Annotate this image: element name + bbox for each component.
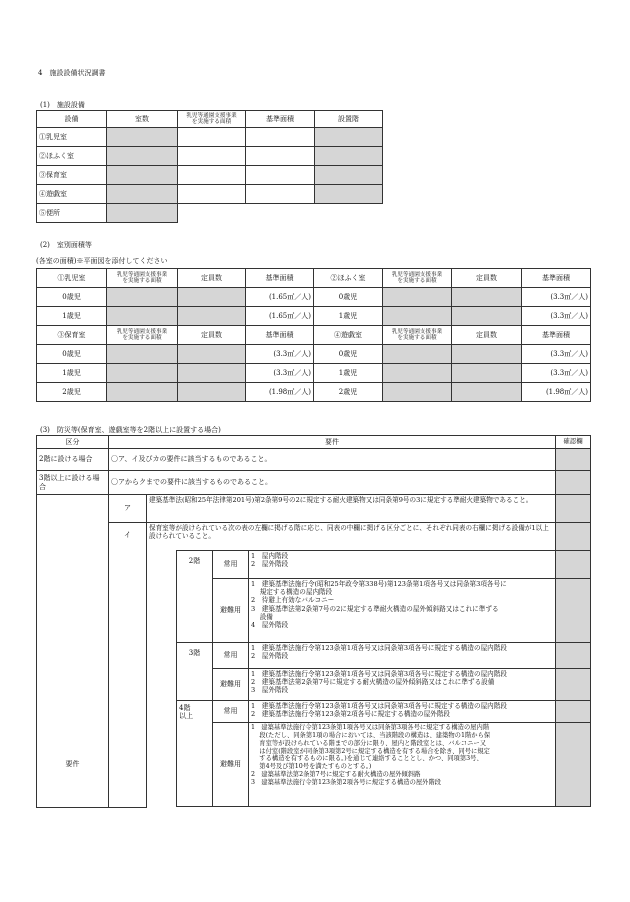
- standard-area-value: (3.3㎡／人): [522, 307, 591, 326]
- capacity-cell[interactable]: [452, 345, 522, 364]
- equipment-list: 1 建築基準法施行令第123条第1項各号又は同条第3項各号に規定する構造の屋内階段 2 建築基準法第2条第7号に規定する耐火構造の屋外傾斜路又はこれに準ずる設備 3 屋外階段: [249, 669, 556, 701]
- usage-label: 常用: [213, 701, 249, 723]
- standard-area-cell[interactable]: [246, 185, 315, 204]
- standard-area-value: (3.3㎡／人): [246, 345, 314, 364]
- table-row: [37, 307, 591, 326]
- item-mark: ア: [109, 495, 147, 523]
- standard-area-cell[interactable]: [246, 147, 315, 166]
- usage-label: 避難用: [213, 723, 249, 807]
- standard-area-cell[interactable]: [246, 166, 315, 185]
- floor-cell[interactable]: [315, 128, 383, 147]
- requirement-text: 〇ア、イ及びカの要件に該当するものであること。: [109, 449, 556, 471]
- age-label: 2歳児: [314, 383, 383, 402]
- table-row: [37, 449, 591, 471]
- table-row: [37, 345, 591, 364]
- support-area-cell[interactable]: [178, 185, 246, 204]
- age-label: 1歳児: [37, 364, 107, 383]
- support-area-cell[interactable]: [178, 128, 246, 147]
- check-cell[interactable]: [556, 523, 591, 551]
- support-area-cell[interactable]: [383, 288, 452, 307]
- table-header-row: [37, 111, 383, 128]
- check-cell[interactable]: [556, 449, 591, 471]
- header-equipment: 設備: [37, 111, 107, 128]
- equipment-list: 1 建築基準法施行令第123条第1項各号又は同条第3項各号に規定する構造の屋内階 段(ただし、同条第1項の場合においては、当該階段の構造は、建築物の1階から保 育室等が設けられている階までの部分に限り、屋内と階段室とは、バルコニー又 は付室(階段室が同条第3項第2号に規定する構造を有する場合を除き、同号に規定 する構造を有するものに限る。)を通じて連絡することとし、かつ、同項第3号、 第4号及び第10号を満たすものとする。) 2 建築基準法第2条第7号に規定する耐火構造の屋外傾斜路 3 建築基準法施行令第123条第2項各号に規定する構造の屋外階段: [249, 723, 556, 807]
- section3-title: (3) 防災等(保育室、遊戯室等を2階以上に設置する場合): [40, 426, 221, 434]
- header-standard-area: 基準面積: [522, 269, 591, 288]
- capacity-cell[interactable]: [178, 288, 246, 307]
- table-row: [37, 288, 591, 307]
- support-area-cell[interactable]: [178, 166, 246, 185]
- table-row: [37, 128, 383, 147]
- header-floor: 設置階: [315, 111, 383, 128]
- section2-title: (2) 室別面積等: [40, 241, 92, 249]
- usage-label: 避難用: [213, 579, 249, 643]
- equipment-list: 1 建築基準法施行令第123条第1項各号又は同条第3項各号に規定する構造の屋内階段 2 屋外階段: [249, 643, 556, 669]
- header-support-area: 乳児等通園支援事業 を実施する面積: [178, 111, 246, 128]
- category-label: 3階以上に設ける場合: [37, 471, 109, 495]
- room-header-row: [37, 326, 591, 345]
- table-row: [37, 185, 383, 204]
- support-area-cell[interactable]: [383, 307, 452, 326]
- room-count-cell[interactable]: [107, 204, 178, 223]
- room-count-cell[interactable]: [107, 128, 178, 147]
- row-label: ⑤便所: [37, 204, 107, 223]
- table-row: [37, 364, 591, 383]
- header-capacity: 定員数: [178, 269, 246, 288]
- support-area-cell[interactable]: [107, 364, 178, 383]
- room-label: ③保育室: [37, 326, 107, 345]
- capacity-cell[interactable]: [452, 383, 522, 402]
- room-label: ②ほふく室: [314, 269, 383, 288]
- capacity-cell[interactable]: [178, 364, 246, 383]
- support-area-cell[interactable]: [383, 345, 452, 364]
- age-label: 0歳児: [37, 345, 107, 364]
- capacity-cell[interactable]: [178, 383, 246, 402]
- support-area-cell[interactable]: [107, 307, 178, 326]
- header-capacity: 定員数: [178, 326, 246, 345]
- room-count-cell[interactable]: [107, 185, 178, 204]
- room-count-cell[interactable]: [107, 147, 178, 166]
- room-count-cell[interactable]: [107, 166, 178, 185]
- room-label: ④遊戯室: [314, 326, 383, 345]
- table-row: [37, 383, 591, 402]
- table-row: [37, 204, 383, 223]
- floor-label: 2階: [177, 551, 213, 643]
- header-support-area: 乳児等通園支援事業 を実施する面積: [383, 269, 452, 288]
- room-label: ①乳児室: [37, 269, 107, 288]
- item-mark: イ: [109, 523, 147, 808]
- header-support-area: 乳児等通園支援事業 を実施する面積: [383, 326, 452, 345]
- standard-area-cell[interactable]: [246, 128, 315, 147]
- table-row: [37, 147, 383, 166]
- support-area-cell[interactable]: [107, 288, 178, 307]
- check-cell[interactable]: [556, 551, 591, 579]
- header-room-count: 室数: [107, 111, 178, 128]
- standard-area-value: (3.3㎡／人): [522, 364, 591, 383]
- header-standard-area: 基準面積: [246, 269, 314, 288]
- facility-table: [36, 110, 383, 223]
- section2-note: (各室の面積)※平面図を添付してください: [36, 257, 168, 265]
- header-standard-area: 基準面積: [522, 326, 591, 345]
- age-label: 0歳児: [314, 288, 383, 307]
- header-support-area: 乳児等通園支援事業 を実施する面積: [107, 326, 178, 345]
- capacity-cell[interactable]: [178, 307, 246, 326]
- table-row: [37, 495, 591, 523]
- standard-area-value: (1.65㎡／人): [246, 307, 314, 326]
- category-label: 2階に設ける場合: [37, 449, 109, 471]
- age-label: 1歳児: [314, 364, 383, 383]
- floor-cell[interactable]: [315, 166, 383, 185]
- support-area-cell[interactable]: [107, 383, 178, 402]
- standard-area-value: (3.3㎡／人): [522, 345, 591, 364]
- row-label: ③保育室: [37, 166, 107, 185]
- section1-title: (1) 施設設備: [40, 101, 85, 109]
- age-label: 1歳児: [37, 307, 107, 326]
- age-label: 0歳児: [37, 288, 107, 307]
- capacity-cell[interactable]: [452, 307, 522, 326]
- header-standard-area: 基準面積: [246, 111, 315, 128]
- check-cell[interactable]: [556, 701, 591, 723]
- room-area-table: [36, 268, 591, 402]
- standard-area-value: (1.98㎡／人): [246, 383, 314, 402]
- capacity-cell[interactable]: [178, 345, 246, 364]
- header-requirement: 要件: [109, 436, 556, 449]
- check-cell[interactable]: [556, 643, 591, 669]
- header-capacity: 定員数: [452, 326, 522, 345]
- page-heading: 4 施設設備状況調書: [38, 69, 106, 77]
- floor-label: 4階 以上: [177, 701, 213, 807]
- age-label: 0歳児: [314, 345, 383, 364]
- floor-cell[interactable]: [315, 185, 383, 204]
- standard-area-value: (1.98㎡／人): [522, 383, 591, 402]
- header-capacity: 定員数: [452, 269, 522, 288]
- standard-area-value: (3.3㎡／人): [246, 364, 314, 383]
- header-support-area: 乳児等通園支援事業 を実施する面積: [107, 269, 178, 288]
- usage-label: 避難用: [213, 669, 249, 701]
- standard-area-value: (1.65㎡／人): [246, 288, 314, 307]
- support-area-cell[interactable]: [383, 364, 452, 383]
- support-area-cell[interactable]: [178, 147, 246, 166]
- check-cell[interactable]: [556, 669, 591, 701]
- usage-label: 常用: [213, 551, 249, 579]
- disaster-table: [36, 435, 591, 808]
- floor-cell[interactable]: [315, 147, 383, 166]
- equipment-list: 1 建築基準法施行令(昭和25年政令第338号)第123条第1項各号又は同条第3項各号に 規定する構造の屋内階段 2 待避上有効なバルコニー 3 建築基準法第2条第7号の2に規定する準耐火構造の屋外傾斜路又はこれに準ずる 設備 4 屋外階段: [249, 579, 556, 643]
- table-row: [37, 166, 383, 185]
- row-label: ①乳児室: [37, 128, 107, 147]
- header-standard-area: 基準面積: [246, 326, 314, 345]
- header-category: 区分: [37, 436, 109, 449]
- check-cell[interactable]: [556, 723, 591, 807]
- check-cell[interactable]: [556, 495, 591, 523]
- equipment-list: 1 屋内階段 2 屋外階段: [249, 551, 556, 579]
- requirement-text: 建築基準法(昭和25年法律第201号)第2条第9号の2に規定する耐火建築物又は同条第9号の3に規定する準耐火建築物であること。: [147, 495, 556, 523]
- check-cell[interactable]: [556, 471, 591, 495]
- age-label: 2歳児: [37, 383, 107, 402]
- check-cell[interactable]: [556, 579, 591, 643]
- equipment-list: 1 建築基準法施行令第123条第1項各号又は同条第3項各号に規定する構造の屋内階段 2 建築基準法施行令第123条第2項各号に規定する構造の屋外階段: [249, 701, 556, 723]
- floor-label: 3階: [177, 643, 213, 701]
- requirement-text: 〇アからクまでの要件に該当するものであること。: [109, 471, 556, 495]
- table-row: [37, 471, 591, 495]
- capacity-cell[interactable]: [452, 364, 522, 383]
- support-area-cell[interactable]: [107, 345, 178, 364]
- table-row: [37, 523, 591, 551]
- room-header-row: [37, 269, 591, 288]
- support-area-cell[interactable]: [383, 383, 452, 402]
- requirement-text: 保育室等が設けられている次の表の左欄に掲げる階に応じ、同表の中欄に掲げる区分ごとに、それぞれ同表の右欄に掲げる設備が1以上設けられていること。: [147, 523, 556, 551]
- standard-area-value: (3.3㎡／人): [522, 288, 591, 307]
- requirement-label: 要件: [37, 495, 109, 808]
- header-check: 確認欄: [556, 436, 591, 449]
- usage-label: 常用: [213, 643, 249, 669]
- table-header-row: [37, 436, 591, 449]
- age-label: 1歳児: [314, 307, 383, 326]
- capacity-cell[interactable]: [452, 288, 522, 307]
- row-label: ④遊戯室: [37, 185, 107, 204]
- row-label: ②ほふく室: [37, 147, 107, 166]
